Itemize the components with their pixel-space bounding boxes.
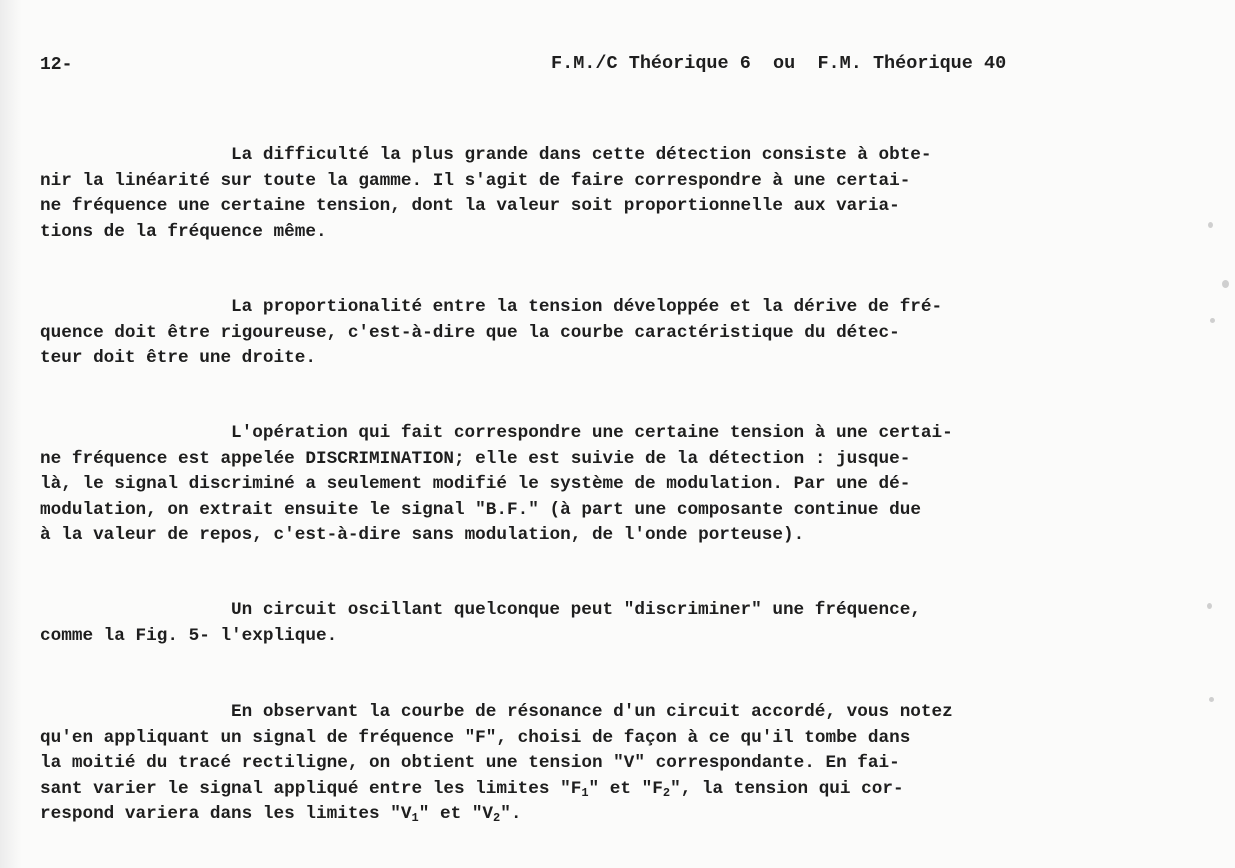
scan-speck [1208, 222, 1213, 228]
paragraph-line: La difficulté la plus grande dans cette détection consiste à obte- [231, 145, 932, 165]
paragraph-line: tions de la fréquence même. [40, 221, 327, 242]
scan-speck [1210, 318, 1215, 323]
limit-f2: "$F_2$" [641, 778, 681, 800]
scan-speck [1209, 697, 1214, 702]
paragraph-4 [40, 598, 921, 649]
paragraph-line: La proportionalité entre la tension développée et la dérive de fré- [231, 297, 943, 317]
paragraph-line: teur doit être une droite. [40, 348, 316, 369]
paragraph-line: En observant la courbe de résonance d'un circuit accordé, vous notez [231, 702, 953, 722]
paragraph-line: L'opération qui fait correspondre une certaine tension à une certai- [231, 423, 953, 443]
paragraph-line: à la valeur de repos, c'est-à-dire sans modulation, de l'onde porteuse). [40, 525, 805, 546]
limit-v2: "$V_2$". [471, 804, 522, 826]
scan-speck [1207, 603, 1212, 609]
paragraph-line: la moitié du tracé rectiligne, on obtient une tension "V" correspondante. En fai- [40, 753, 900, 774]
paragraph-line-start: sant varier le signal appliqué entre les limites [40, 778, 550, 799]
paragraph-2 [40, 295, 942, 372]
paragraph-5 [40, 700, 953, 828]
paragraph-line-with-subscripts: respond variera dans les limites "$V_1$" et "$V_2$". [40, 804, 522, 826]
scan-speck [1222, 280, 1229, 288]
page-number: 12- [40, 55, 73, 75]
paragraph-line: ne fréquence est appelée DISCRIMINATION; elle est suivie de la détection : jusque- [40, 448, 911, 469]
scan-edge-shadow [0, 0, 22, 868]
paragraph-line: modulation, on extrait ensuite le signal "B.F." (à part une composante continue due [40, 499, 921, 520]
page-header-title: F.M./C Théorique 6 ou F.M. Théorique 40 [551, 53, 1007, 74]
paragraph-line-with-subscripts: sant varier le signal appliqué entre les limites "$F_1$" et "$F_2$", la tension qui cor- [40, 778, 904, 800]
paragraph-3 [40, 421, 953, 549]
limit-f1: "$F_1$" [560, 778, 600, 800]
paragraph-line: qu'en appliquant un signal de fréquence "F", choisi de façon à ce qu'il tombe dans [40, 727, 911, 748]
paragraph-1 [40, 143, 932, 245]
paragraph-line: nir la linéarité sur toute la gamme. Il s'agit de faire correspondre à une certai- [40, 170, 911, 191]
paragraph-line: ne fréquence une certaine tension, dont la valeur soit proportionnelle aux varia- [40, 196, 900, 217]
paragraph-line: comme la Fig. 5- l'explique. [40, 625, 338, 646]
paragraph-line: là, le signal discriminé a seulement modifié le système de modulation. Par une dé- [40, 474, 911, 495]
paragraph-line: quence doit être rigoureuse, c'est-à-dire que la courbe caractéristique du détec- [40, 322, 900, 343]
limit-v1: "$V_1$" [390, 804, 430, 826]
paragraph-line: Un circuit oscillant quelconque peut "discriminer" une fréquence, [231, 600, 921, 620]
